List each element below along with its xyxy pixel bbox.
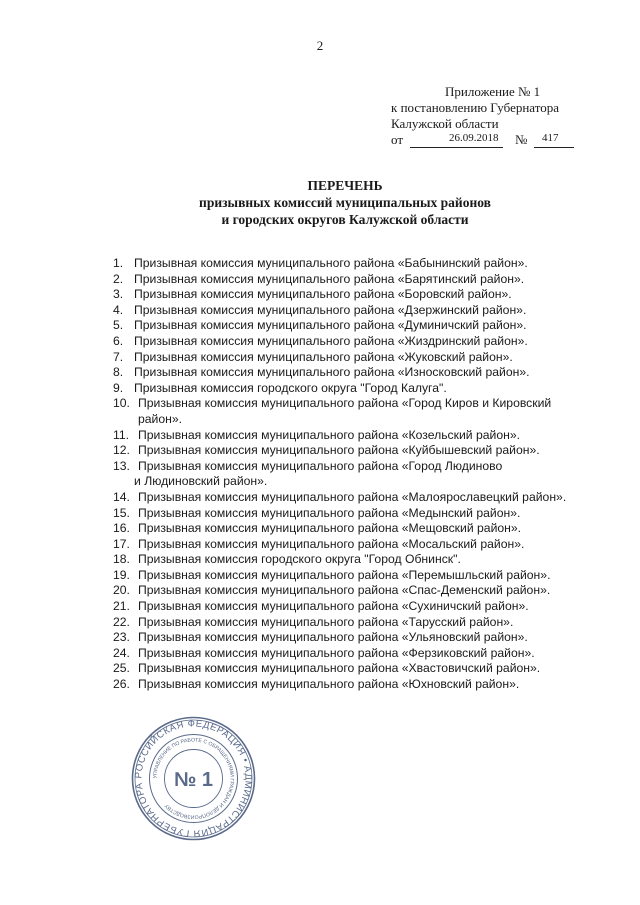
- list-item-number: 8.: [113, 365, 124, 380]
- list-item-text: Призывная комиссия городского округа "Город Обнинск".: [138, 552, 461, 567]
- list-item-number: 7.: [113, 349, 124, 364]
- list-item-text: Призывная комиссия муниципального района «Ферзиковский район».: [138, 645, 535, 660]
- list-item-text: Призывная комиссия муниципального района «Жиздринский район».: [134, 333, 528, 348]
- list-item: [113, 583, 593, 599]
- commission-list: [113, 256, 593, 693]
- list-item-number: 6.: [113, 333, 124, 348]
- appendix-title: Приложение № 1: [445, 84, 541, 99]
- list-item: [113, 334, 593, 350]
- list-item-number: 14.: [113, 489, 130, 504]
- number-label: №: [515, 132, 528, 147]
- list-item: [113, 615, 593, 631]
- list-item-text: Призывная комиссия муниципального района «Медынский район».: [138, 505, 521, 520]
- title-subheading-1: призывных комиссий муниципальных районов: [199, 195, 491, 210]
- list-item: [113, 365, 593, 381]
- list-item-number: 10.: [113, 396, 130, 411]
- list-item: [113, 443, 593, 459]
- list-item-text: Призывная комиссия муниципального района «Боровский район».: [134, 287, 512, 302]
- list-item-number: 1.: [113, 256, 124, 270]
- list-item: [113, 459, 593, 475]
- official-seal: [131, 716, 256, 841]
- list-item-text: Призывная комиссия муниципального района «Перемышльский район».: [138, 567, 551, 582]
- list-item-text: Призывная комиссия муниципального района «Город Людиново: [138, 458, 503, 473]
- list-item-text: Призывная комиссия муниципального района «Мещовский район».: [138, 521, 522, 536]
- appendix-region: Калужской области: [391, 116, 499, 131]
- list-item-number: 5.: [113, 318, 124, 333]
- list-item-text: Призывная комиссия муниципального района «Тарусский район».: [138, 614, 514, 629]
- list-item-number: 23.: [113, 630, 130, 645]
- list-item-number: 16.: [113, 521, 130, 536]
- list-item: [113, 428, 593, 444]
- list-item: [113, 677, 593, 693]
- seal-inner-text: УПРАВЛЕНИЕ ПО РАБОТЕ С ОБРАЩЕНИЯМИ ГРАЖДАН И ДЕЛОПРОИЗВОДСТВУ: [152, 737, 235, 820]
- list-item: [113, 396, 593, 412]
- list-item: [113, 506, 593, 522]
- list-item-number: 2.: [113, 271, 124, 286]
- list-item: [113, 350, 593, 366]
- list-item-text: Призывная комиссия муниципального района «Сухиничский район».: [138, 599, 529, 614]
- list-item-text: Призывная комиссия муниципального района «Ульяновский район».: [138, 630, 528, 645]
- list-item: [113, 630, 593, 646]
- list-item-number: 12.: [113, 443, 130, 458]
- list-item: [113, 599, 593, 615]
- list-item: [113, 490, 593, 506]
- list-item: [113, 256, 593, 272]
- list-item-text: Призывная комиссия муниципального района «Думиничский район».: [134, 318, 527, 333]
- list-item-number: 26.: [113, 677, 130, 692]
- appendix-reference: к постановлению Губернатора: [391, 100, 560, 115]
- list-item-text: Призывная комиссия муниципального района «Мосальский район».: [138, 536, 525, 551]
- list-item: [113, 646, 593, 662]
- list-item: [113, 381, 593, 397]
- list-item: [113, 521, 593, 537]
- list-item-number: 24.: [113, 645, 130, 660]
- date-label: от: [391, 132, 404, 147]
- list-item-text: Призывная комиссия муниципального района «Хвастовичский район».: [138, 661, 541, 676]
- appendix-date-line: [391, 132, 559, 148]
- list-item-number: 20.: [113, 583, 130, 598]
- list-item-number: 21.: [113, 599, 130, 614]
- list-item-text: Призывная комиссия муниципального района «Козельский район».: [138, 427, 521, 442]
- list-item-number: 11.: [113, 427, 130, 442]
- list-item-text: Призывная комиссия муниципального района «Куйбышевский район».: [138, 443, 540, 458]
- appendix-block: [391, 84, 559, 148]
- list-item-text: Призывная комиссия муниципального района «Дзержинский район».: [134, 302, 527, 317]
- title-heading: ПЕРЕЧЕНЬ: [307, 178, 383, 193]
- list-item-number: 9.: [113, 380, 124, 395]
- list-item: [113, 568, 593, 584]
- list-item-number: 22.: [113, 614, 130, 629]
- seal-number: № 1: [174, 769, 213, 791]
- page-number: 2: [316, 38, 324, 53]
- list-item: [113, 537, 593, 553]
- list-item-continuation: район».: [138, 411, 183, 426]
- list-item-number: 25.: [113, 661, 130, 676]
- list-item: [113, 318, 593, 334]
- seal-graphic: [131, 716, 256, 841]
- list-item: [113, 272, 593, 288]
- list-item-continuation: и Людиновский район».: [134, 474, 268, 489]
- list-item: [113, 552, 593, 568]
- title-subheading-2: и городских округов Калужской области: [221, 212, 469, 227]
- list-item: [113, 303, 593, 319]
- list-item-text: Призывная комиссия муниципального района «Спас-Деменский район».: [138, 583, 551, 598]
- list-item-text: Призывная комиссия городского округа "Город Калуга".: [134, 380, 447, 395]
- list-item: [113, 661, 593, 677]
- list-item-number: 19.: [113, 567, 130, 582]
- list-item-text: Призывная комиссия муниципального района «Малоярославецкий район».: [138, 489, 567, 504]
- list-item-text: Призывная комиссия муниципального района «Юхновский район».: [138, 677, 520, 692]
- list-item: [113, 287, 593, 303]
- list-item-number: 13.: [113, 458, 130, 473]
- list-item-number: 15.: [113, 505, 130, 520]
- list-item-number: 3.: [113, 287, 124, 302]
- list-item-text: Призывная комиссия муниципального района «Барятинский район».: [134, 271, 525, 286]
- list-item-number: 17.: [113, 536, 130, 551]
- list-item-text: Призывная комиссия муниципального района «Город Киров и Кировский: [138, 396, 552, 411]
- seal-outer-text: РОССИЙСКАЯ ФЕДЕРАЦИЯ • АДМИНИСТРАЦИЯ ГУБЕРНАТОРА: [133, 718, 254, 839]
- list-item-number: 4.: [113, 302, 124, 317]
- decree-date: 26.09.2018: [449, 132, 499, 144]
- list-item-text: Призывная комиссия муниципального района «Бабынинский район».: [134, 256, 528, 270]
- document-title: [0, 177, 640, 228]
- decree-number: 417: [542, 132, 559, 144]
- list-item-number: 18.: [113, 552, 130, 567]
- list-item-text: Призывная комиссия муниципального района «Износковский район».: [134, 365, 530, 380]
- list-item-text: Призывная комиссия муниципального района «Жуковский район».: [134, 349, 513, 364]
